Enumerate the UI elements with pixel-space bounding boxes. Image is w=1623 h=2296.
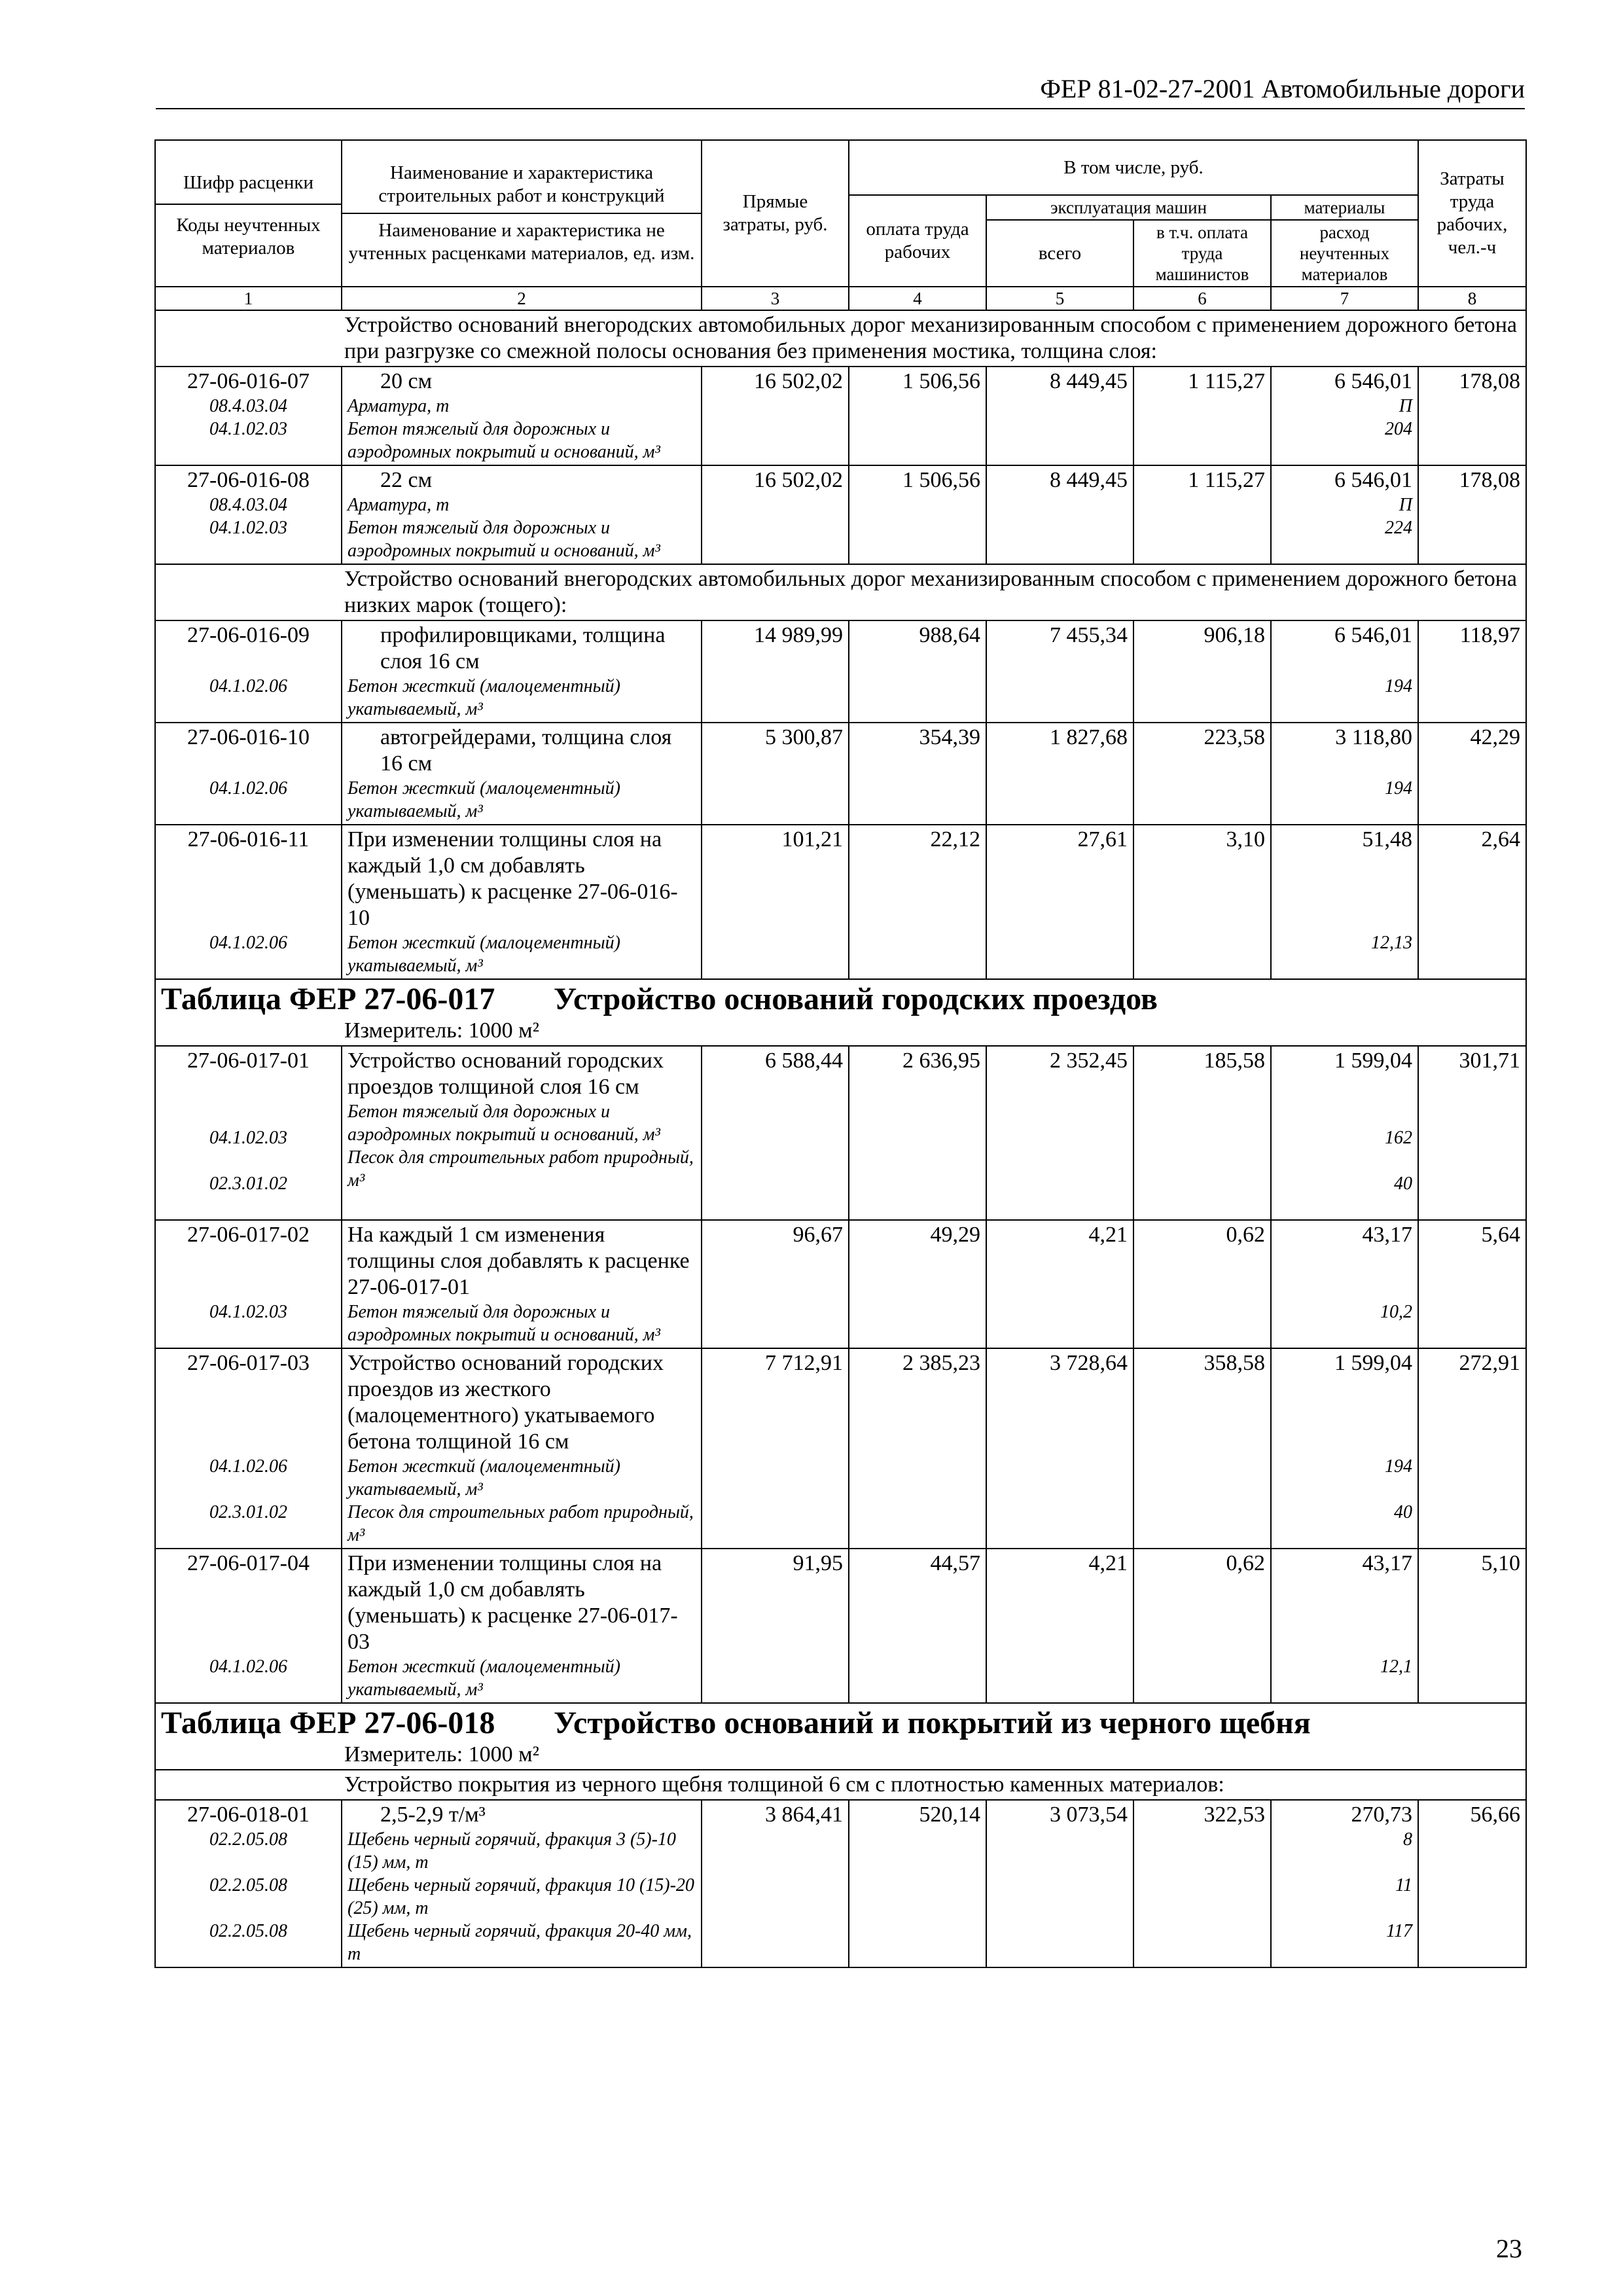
material-qty: 117 [1386,1921,1412,1941]
rate-name-cell [342,723,702,825]
material-name: Бетон жесткий (малоцементный) укатываемый, м³ [348,933,620,976]
document-header: ФЕР 81-02-27-2001 Автомобильные дороги [1040,74,1525,103]
section-row [155,1770,1526,1800]
page-number: 23 [1496,2234,1522,2263]
value-mach-pay: 358,58 [1133,1348,1271,1549]
value-direct: 101,21 [702,825,849,979]
col-number: 3 [702,287,849,310]
rate-code: 27-06-017-04 [187,1551,310,1575]
value-mach-pay: 1 115,27 [1133,465,1271,564]
value-mach: 3 728,64 [986,1348,1133,1549]
rate-row [155,620,1526,723]
value-labor: 2,64 [1418,825,1526,979]
value-mach-pay: 0,62 [1133,1220,1271,1348]
rate-code: 27-06-016-10 [187,725,310,749]
col-direct-header: Прямые затраты, руб. [702,140,849,287]
rate-name: 22 см [380,468,433,492]
rate-row [155,1348,1526,1549]
value-mat: 6 546,01 [1334,468,1412,492]
rate-name: 20 см [380,369,433,393]
material-code: 04.1.02.06 [209,1456,287,1477]
rate-name: На каждый 1 см изменения толщины слоя добавлять к расценке 27-06-017-01 [348,1223,690,1299]
value-labor: 178,08 [1418,367,1526,465]
rate-code-cell [155,723,342,825]
value-labor: 56,66 [1418,1800,1526,1967]
value-pay: 354,39 [849,723,986,825]
col-including-header: В том числе, руб. [849,140,1418,195]
value-pay: 1 506,56 [849,465,986,564]
value-mach: 4,21 [986,1220,1133,1348]
rate-code-cell [155,1220,342,1348]
material-code: 02.2.05.08 [209,1829,287,1850]
rate-code: 27-06-017-01 [187,1049,310,1073]
rate-name: 2,5-2,9 т/м³ [380,1803,486,1827]
material-name: Бетон тяжелый для дорожных и аэродромных покрытий и оснований, м³ [348,1302,660,1345]
materials-cell [1271,1549,1418,1703]
material-code: 04.1.02.06 [209,676,287,696]
material-name: Бетон тяжелый для дорожных и аэродромных покрытий и оснований, м³ [348,1102,660,1145]
material-code: 04.1.02.03 [209,1128,287,1148]
material-qty: 10,2 [1380,1302,1412,1322]
value-mach-pay: 0,62 [1133,1549,1271,1703]
material-code: 02.2.05.08 [209,1875,287,1895]
value-direct: 16 502,02 [702,367,849,465]
rate-name: При изменении толщины слоя на каждый 1,0 см добавлять (уменьшать) к расценке 27-06-017-03 [348,1551,678,1654]
material-code: 04.1.02.06 [209,933,287,953]
col-number: 7 [1271,287,1418,310]
value-mach-pay: 906,18 [1133,620,1271,723]
value-mach: 4,21 [986,1549,1133,1703]
value-direct: 96,67 [702,1220,849,1348]
rate-name-cell [342,1220,702,1348]
rate-row [155,1046,1526,1220]
value-mat: 43,17 [1362,1551,1412,1575]
rate-name: Устройство оснований городских проездов из жесткого (малоцементного) укатываемого бетона толщиной 16 см [348,1351,664,1454]
value-mach-pay: 223,58 [1133,723,1271,825]
value-mach-pay: 322,53 [1133,1800,1271,1967]
col-name-header: Наименование и характеристика строительных работ и конструкций Наименование и характеристика не учтенных расценками материалов, ед. изм. [342,140,702,287]
materials-cell [1271,1348,1418,1549]
col-number: 6 [1133,287,1271,310]
rate-code: 27-06-018-01 [187,1803,310,1827]
material-name: Бетон тяжелый для дорожных и аэродромных покрытий и оснований, м³ [348,518,660,561]
rate-code-cell [155,1348,342,1549]
rate-name: профилировщиками, толщина слоя 16 см [380,623,666,673]
rate-code-cell [155,465,342,564]
rate-code-cell [155,825,342,979]
col-machines-header: эксплуатация машин [986,195,1271,220]
material-name: Бетон жесткий (малоцементный) укатываемый, м³ [348,1456,620,1499]
value-pay: 1 506,56 [849,367,986,465]
value-direct: 6 588,44 [702,1046,849,1220]
rate-row [155,825,1526,979]
value-mat: 6 546,01 [1334,623,1412,647]
value-pay: 49,29 [849,1220,986,1348]
rate-name: При изменении толщины слоя на каждый 1,0 см добавлять (уменьшать) к расценке 27-06-016-10 [348,827,678,930]
rate-row [155,1549,1526,1703]
value-mat: 1 599,04 [1334,1351,1412,1375]
rate-name-cell [342,1046,702,1220]
material-qty: 11 [1395,1875,1412,1895]
materials-cell [1271,825,1418,979]
value-mach-pay: 3,10 [1133,825,1271,979]
col-machines-total-header: всего [986,220,1133,287]
rate-code-cell [155,1800,342,1967]
value-mach: 27,61 [986,825,1133,979]
col-number: 8 [1418,287,1526,310]
materials-cell [1271,723,1418,825]
value-pay: 44,57 [849,1549,986,1703]
material-qty: 194 [1385,778,1412,798]
column-numbers-row [155,287,1526,310]
col-number: 5 [986,287,1133,310]
rate-code-cell [155,620,342,723]
rate-name-cell [342,1348,702,1549]
value-mach: 3 073,54 [986,1800,1133,1967]
header-row [155,140,1526,195]
value-mach: 2 352,45 [986,1046,1133,1220]
rate-row [155,1800,1526,1967]
table-title-row [155,1703,1526,1770]
value-pay: 2 385,23 [849,1348,986,1549]
value-mat: 51,48 [1362,827,1412,852]
material-qty: 12,13 [1371,933,1412,953]
value-labor: 5,10 [1418,1549,1526,1703]
col-materials-header: материалы [1271,195,1418,220]
value-mach-pay: 1 115,27 [1133,367,1271,465]
table-title: Устройство оснований городских проездов [554,982,1158,1016]
col-number: 1 [155,287,342,310]
col-number: 2 [342,287,702,310]
rates-table [154,139,1527,1968]
rate-code-cell [155,1046,342,1220]
materials-cell [1271,620,1418,723]
rate-code-cell [155,367,342,465]
rate-name: автогрейдерами, толщина слоя 16 см [380,725,672,776]
col-materials-use-header: расход неучтенных материалов [1271,220,1418,287]
rate-name-cell [342,465,702,564]
rate-row [155,1220,1526,1348]
rate-code: 27-06-016-09 [187,623,310,647]
rate-name: Устройство оснований городских проездов толщиной слоя 16 см [348,1049,664,1099]
material-qty: 194 [1385,1456,1412,1477]
section-heading: Устройство покрытия из черного щебня толщиной 6 см с плотностью каменных материалов: [155,1770,1526,1800]
value-direct: 5 300,87 [702,723,849,825]
value-mach: 8 449,45 [986,465,1133,564]
value-mach: 1 827,68 [986,723,1133,825]
value-mat: 43,17 [1362,1223,1412,1247]
material-code: 02.3.01.02 [209,1174,287,1194]
material-qty: 12,1 [1380,1657,1412,1677]
table-title: Устройство оснований и покрытий из черного щебня [554,1706,1311,1740]
value-mat: 6 546,01 [1334,369,1412,393]
value-labor: 5,64 [1418,1220,1526,1348]
material-name: Щебень черный горячий, фракция 10 (15)-20 (25) мм, т [348,1875,694,1918]
value-direct: 3 864,41 [702,1800,849,1967]
material-name: Бетон жесткий (малоцементный) укатываемый, м³ [348,778,620,821]
value-direct: 91,95 [702,1549,849,1703]
material-qty: 40 [1394,1502,1412,1522]
material-name: Бетон тяжелый для дорожных и аэродромных покрытий и оснований, м³ [348,419,660,462]
material-qty: 162 [1385,1128,1412,1148]
rate-code: 27-06-016-08 [187,468,310,492]
table-title-row [155,979,1526,1046]
value-pay: 2 636,95 [849,1046,986,1220]
value-mat: 270,73 [1351,1803,1412,1827]
value-mach-pay: 185,58 [1133,1046,1271,1220]
value-labor: 178,08 [1418,465,1526,564]
material-code: 04.1.02.06 [209,1657,287,1677]
material-name: Песок для строительных работ природный, м³ [348,1502,694,1545]
material-qty: 224 [1385,518,1412,538]
value-mach: 7 455,34 [986,620,1133,723]
material-name: Арматура, т [348,495,450,515]
rate-name-cell [342,367,702,465]
value-pay: 22,12 [849,825,986,979]
rate-code: 27-06-017-03 [187,1351,310,1375]
table-number: Таблица ФЕР 27-06-017 [161,982,495,1016]
rate-code: 27-06-016-11 [187,827,310,852]
value-pay: 988,64 [849,620,986,723]
material-qty: 194 [1385,676,1412,696]
rate-code: 27-06-017-02 [187,1223,310,1247]
value-direct: 16 502,02 [702,465,849,564]
material-qty: П [1399,495,1412,515]
materials-cell [1271,465,1418,564]
material-name: Щебень черный горячий, фракция 3 (5)-10 (15) мм, т [348,1829,676,1873]
value-pay: 520,14 [849,1800,986,1967]
material-code: 04.1.02.06 [209,778,287,798]
section-heading: Устройство оснований внегородских автомобильных дорог механизированным способом с применением дорожного бетона низких марок (тощего): [155,564,1526,620]
rate-name-cell [342,825,702,979]
col-labor-header: Затраты труда рабочих, чел.-ч [1418,140,1526,287]
value-mat: 3 118,80 [1335,725,1412,749]
value-direct: 14 989,99 [702,620,849,723]
value-labor: 301,71 [1418,1046,1526,1220]
value-mach: 8 449,45 [986,367,1133,465]
material-qty: П [1399,396,1412,416]
table-number: Таблица ФЕР 27-06-018 [161,1706,495,1740]
table-measure: Измеритель: 1000 м² [344,1742,539,1767]
material-code: 02.3.01.02 [209,1502,287,1522]
rate-code-cell [155,1549,342,1703]
material-name: Арматура, т [348,396,450,416]
material-code: 04.1.02.03 [209,518,287,538]
rate-name-cell [342,1800,702,1967]
section-row [155,310,1526,367]
material-code: 04.1.02.03 [209,1302,287,1322]
material-name: Бетон жесткий (малоцементный) укатываемый, м³ [348,676,620,719]
rate-code: 27-06-016-07 [187,369,310,393]
material-code: 08.4.03.04 [209,396,287,416]
material-qty: 8 [1403,1829,1412,1850]
materials-cell [1271,1800,1418,1967]
rate-row [155,465,1526,564]
col-number: 4 [849,287,986,310]
material-qty: 40 [1394,1174,1412,1194]
materials-cell [1271,1220,1418,1348]
header-rule [156,108,1525,109]
value-mat: 1 599,04 [1334,1049,1412,1073]
table-measure: Измеритель: 1000 м² [344,1018,539,1043]
material-code: 08.4.03.04 [209,495,287,515]
value-labor: 272,91 [1418,1348,1526,1549]
material-code: 02.2.05.08 [209,1921,287,1941]
material-name: Песок для строительных работ природный, м³ [348,1147,694,1191]
rate-name-cell [342,620,702,723]
materials-cell [1271,367,1418,465]
rate-name-cell [342,1549,702,1703]
rate-row [155,367,1526,465]
value-labor: 42,29 [1418,723,1526,825]
material-name: Бетон жесткий (малоцементный) укатываемый, м³ [348,1657,620,1700]
rate-row [155,723,1526,825]
materials-cell [1271,1046,1418,1220]
material-code: 04.1.02.03 [209,419,287,439]
col-machines-pay-header: в т.ч. оплата труда машинистов [1133,220,1271,287]
value-direct: 7 712,91 [702,1348,849,1549]
col-labor-pay-header: оплата труда рабочих [849,195,986,287]
col-code-header: Шифр расценки Коды неучтенных материалов [155,140,342,287]
section-heading: Устройство оснований внегородских автомобильных дорог механизированным способом с применением дорожного бетона при разгрузке со смежной полосы основания без применения мостика, толщина слоя: [155,310,1526,367]
value-labor: 118,97 [1418,620,1526,723]
section-row [155,564,1526,620]
material-name: Щебень черный горячий, фракция 20-40 мм, т [348,1921,692,1964]
material-qty: 204 [1385,419,1412,439]
